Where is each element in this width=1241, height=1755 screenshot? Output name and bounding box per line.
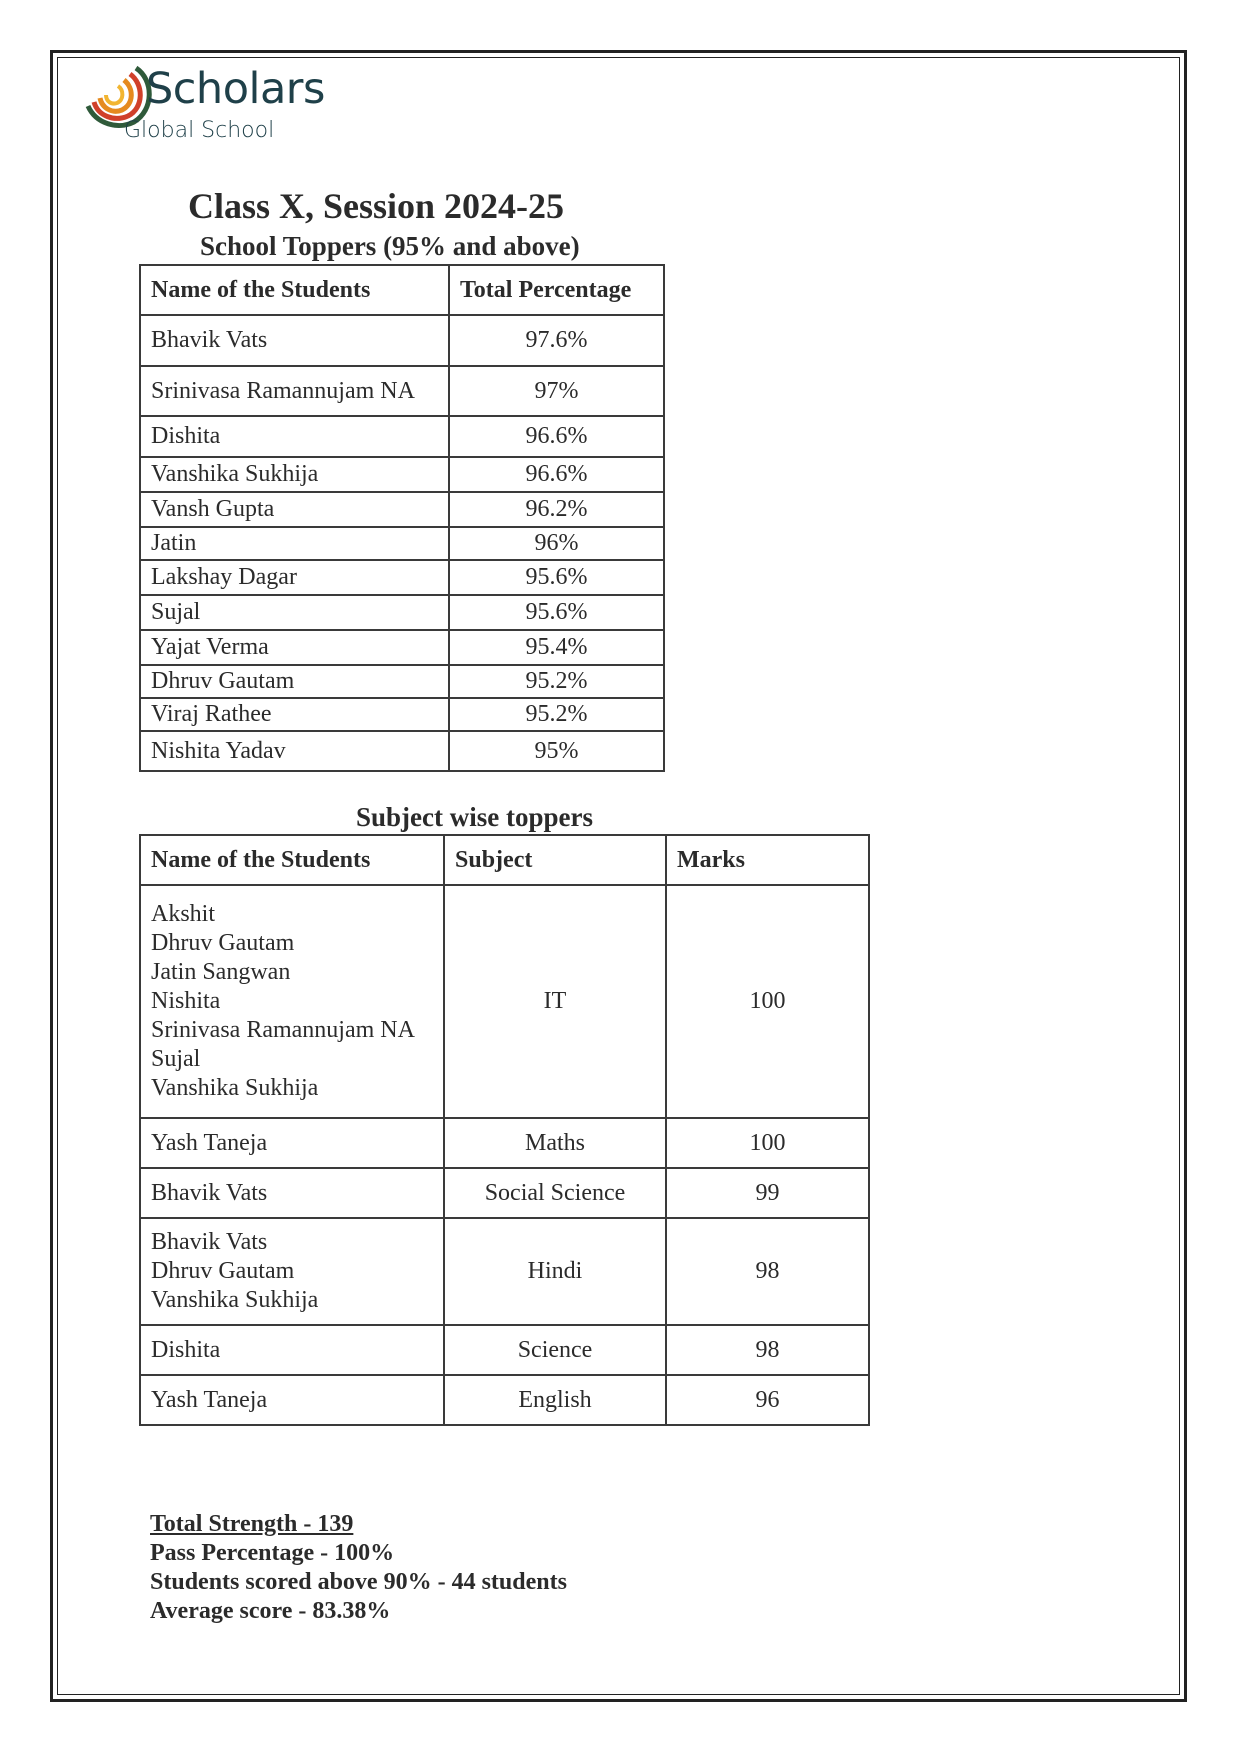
marks-cell: 98 bbox=[666, 1325, 869, 1375]
student-name: Dhruv Gautam bbox=[151, 1258, 295, 1284]
student-name: Nishita Yadav bbox=[140, 731, 449, 771]
student-name: Sujal bbox=[151, 1046, 201, 1072]
student-name: Jatin bbox=[140, 527, 449, 560]
subject-cell: Maths bbox=[444, 1118, 666, 1168]
column-header: Marks bbox=[666, 835, 869, 885]
table-row bbox=[140, 315, 664, 366]
student-percentage: 96.6% bbox=[449, 416, 664, 457]
table-row bbox=[140, 1218, 869, 1325]
average-score: Average score - 83.38% bbox=[150, 1598, 391, 1624]
table-row bbox=[140, 457, 664, 492]
student-name: Yash Taneja bbox=[140, 1118, 444, 1168]
student-name: Sujal bbox=[140, 595, 449, 630]
student-name: Dishita bbox=[140, 416, 449, 457]
student-percentage: 97% bbox=[449, 366, 664, 416]
table-row bbox=[140, 731, 664, 771]
page-title: Class X, Session 2024-25 bbox=[188, 186, 565, 226]
student-name: Viraj Rathee bbox=[140, 698, 449, 731]
school-subtitle: Global School bbox=[124, 118, 275, 143]
column-header: Name of the Students bbox=[140, 265, 449, 315]
subject-cell: Social Science bbox=[444, 1168, 666, 1218]
table-row bbox=[140, 1118, 869, 1168]
table-row bbox=[140, 560, 664, 595]
student-name: Vanshika Sukhija bbox=[140, 457, 449, 492]
result-summary bbox=[150, 1510, 567, 1626]
student-name: Vanshika Sukhija bbox=[151, 1075, 319, 1101]
column-header: Subject bbox=[444, 835, 666, 885]
marks-cell: 100 bbox=[666, 1118, 869, 1168]
student-name: Bhavik Vats bbox=[140, 1168, 444, 1218]
subject-toppers-table bbox=[139, 834, 870, 1426]
total-strength: Total Strength - 139 bbox=[150, 1511, 354, 1537]
student-percentage: 97.6% bbox=[449, 315, 664, 366]
pass-percentage: Pass Percentage - 100% bbox=[150, 1540, 395, 1566]
table-row bbox=[140, 527, 664, 560]
student-percentage: 95.2% bbox=[449, 698, 664, 731]
student-name: Lakshay Dagar bbox=[140, 560, 449, 595]
students-above-90: Students scored above 90% - 44 students bbox=[150, 1569, 567, 1595]
student-name: Yash Taneja bbox=[140, 1375, 444, 1425]
student-name: Dishita bbox=[140, 1325, 444, 1375]
table-row bbox=[140, 665, 664, 698]
table-row bbox=[140, 1168, 869, 1218]
student-name: Bhavik Vats bbox=[151, 1229, 268, 1255]
subject-cell: IT bbox=[444, 885, 666, 1118]
school-logo bbox=[84, 60, 344, 150]
student-name: Vanshika Sukhija bbox=[151, 1287, 319, 1313]
subject-cell: Science bbox=[444, 1325, 666, 1375]
school-toppers-caption: School Toppers (95% and above) bbox=[200, 231, 580, 261]
student-percentage: 95.6% bbox=[449, 560, 664, 595]
student-names-cell bbox=[140, 1218, 444, 1325]
table-row bbox=[140, 885, 869, 1118]
table-row bbox=[140, 1325, 869, 1375]
student-name: Srinivasa Ramannujam NA bbox=[140, 366, 449, 416]
table-row bbox=[140, 366, 664, 416]
student-name: Akshit bbox=[151, 901, 216, 927]
marks-cell: 96 bbox=[666, 1375, 869, 1425]
student-name: Dhruv Gautam bbox=[140, 665, 449, 698]
table-row bbox=[140, 698, 664, 731]
student-name: Yajat Verma bbox=[140, 630, 449, 665]
student-percentage: 95% bbox=[449, 731, 664, 771]
column-header: Name of the Students bbox=[140, 835, 444, 885]
marks-cell: 99 bbox=[666, 1168, 869, 1218]
student-percentage: 95.4% bbox=[449, 630, 664, 665]
table-row bbox=[140, 416, 664, 457]
marks-cell: 100 bbox=[666, 885, 869, 1118]
student-percentage: 96% bbox=[449, 527, 664, 560]
student-name: Srinivasa Ramannujam NA bbox=[151, 1017, 415, 1043]
student-percentage: 96.2% bbox=[449, 492, 664, 527]
table-row bbox=[140, 595, 664, 630]
school-name: Scholars bbox=[146, 64, 325, 114]
student-percentage: 95.6% bbox=[449, 595, 664, 630]
student-names-cell bbox=[140, 885, 444, 1118]
student-name: Dhruv Gautam bbox=[151, 930, 295, 956]
table-row bbox=[140, 492, 664, 527]
student-name: Jatin Sangwan bbox=[151, 959, 291, 985]
student-percentage: 96.6% bbox=[449, 457, 664, 492]
student-name: Vansh Gupta bbox=[140, 492, 449, 527]
subject-cell: Hindi bbox=[444, 1218, 666, 1325]
student-percentage: 95.2% bbox=[449, 665, 664, 698]
table-row bbox=[140, 1375, 869, 1425]
table-row bbox=[140, 630, 664, 665]
subject-toppers-caption: Subject wise toppers bbox=[356, 802, 593, 832]
column-header: Total Percentage bbox=[449, 265, 664, 315]
school-toppers-table bbox=[139, 264, 665, 772]
student-name: Nishita bbox=[151, 988, 221, 1014]
student-name: Bhavik Vats bbox=[140, 315, 449, 366]
subject-cell: English bbox=[444, 1375, 666, 1425]
marks-cell: 98 bbox=[666, 1218, 869, 1325]
